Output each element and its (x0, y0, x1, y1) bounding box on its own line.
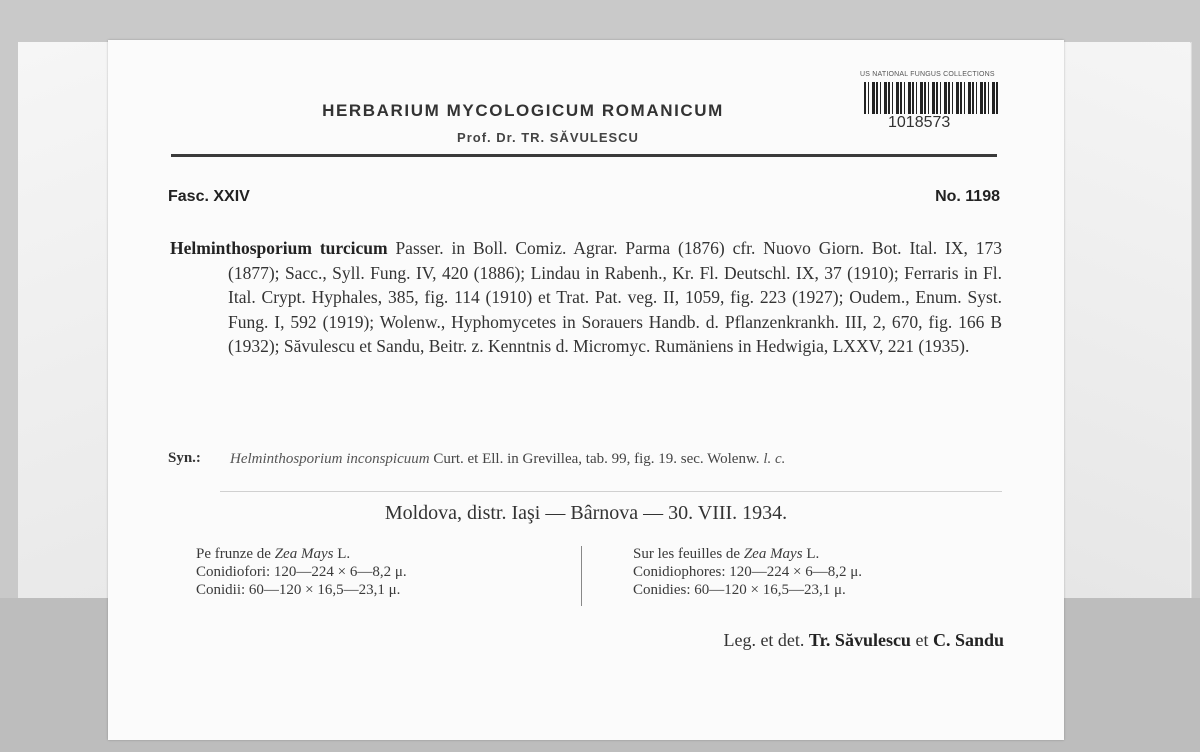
collectors-prefix: Leg. et det. (723, 630, 805, 650)
host-line-fr (633, 545, 1013, 563)
herbarium-title: HERBARIUM MYCOLOGICUM ROMANICUM (322, 101, 724, 120)
conidiophore-line-fr: Conidiophores: 120—224 × 6—8,2 μ. (633, 564, 862, 580)
synonym-label: Syn.: (168, 450, 201, 466)
envelope-flap-left (18, 42, 118, 598)
conidiophore-line-ro: Conidiofori: 120—224 × 6—8,2 μ. (196, 564, 407, 580)
header-divider (171, 154, 997, 157)
host-prefix-ro: Pe frunze de (196, 546, 271, 562)
column-divider (581, 546, 582, 606)
collector-name-2: C. Sandu (932, 630, 1004, 650)
collectors-line (723, 630, 1004, 651)
synonym-name: Helminthosporium inconspicuum (230, 451, 430, 467)
herbarium-subtitle: Prof. Dr. TR. SĂVULESCU (457, 130, 639, 145)
envelope-flap-right (1060, 42, 1190, 598)
host-suffix-fr: L. (806, 546, 820, 562)
fascicle-label: Fasc. XXIV (168, 188, 250, 205)
specimen-number: No. 1198 (935, 188, 1000, 205)
host-prefix-fr: Sur les feuilles de (633, 546, 741, 562)
citation-text: Passer. in Boll. Comiz. Agrar. Parma (1876) cfr. Nuovo Giorn. Bot. Ital. IX, 173 (1877); Sacc., Syll. Fung. IV, 420 (1886); Lindau in Rabenh., Kr. Fl. Deutschl. IX, 37 (1910); Ferraris in Fl. Ital. Crypt. Hyphales, 385, fig. 114 (1910) et Trat. Pat. veg. II, 1059, fig. 223 (1927); Oudem., Enum. Syst. Fung. I, 592 (1919); Wolenw., Hyphomycetes in Sorauers Handb. d. Pflanzenkrankh. III, 2, 670, fig. 166 B (1932); Săvulescu et Sandu, Beitr. z. Kenntnis d. Micromyc. Rumäniens in Hedwigia, LXXV, 221 (1935). (228, 238, 1002, 357)
species-citation (170, 236, 1002, 359)
host-name-fr: Zea Mays (743, 546, 803, 562)
conidia-line-fr: Conidies: 60—120 × 16,5—23,1 μ. (633, 582, 846, 598)
species-name: Helminthosporium turcicum (170, 238, 388, 258)
herbarium-label (108, 40, 1064, 740)
host-line-ro (196, 545, 526, 563)
host-name-ro: Zea Mays (274, 546, 334, 562)
synonym-text (230, 450, 1002, 469)
host-suffix-ro: L. (337, 546, 351, 562)
conidia-line-ro: Conidii: 60—120 × 16,5—23,1 μ. (196, 582, 401, 598)
barcode-caption: US NATIONAL FUNGUS COLLECTIONS (860, 71, 995, 78)
collector-name-1: Tr. Săvulescu (808, 630, 911, 650)
synonym-suffix: l. c. (763, 451, 786, 467)
synonym-citation: Curt. et Ell. in Grevillea, tab. 99, fig. 19. sec. Wolenw. (433, 451, 760, 467)
locality-line: Moldova, distr. Iaşi — Bârnova — 30. VIII. 1934. (384, 502, 788, 524)
notes-romanian (196, 545, 526, 599)
barcode-number: 1018573 (888, 114, 951, 131)
barcode-icon (864, 82, 998, 114)
notes-french (633, 545, 1013, 599)
collectors-joiner: et (915, 630, 929, 650)
synonym-divider (220, 491, 1002, 492)
